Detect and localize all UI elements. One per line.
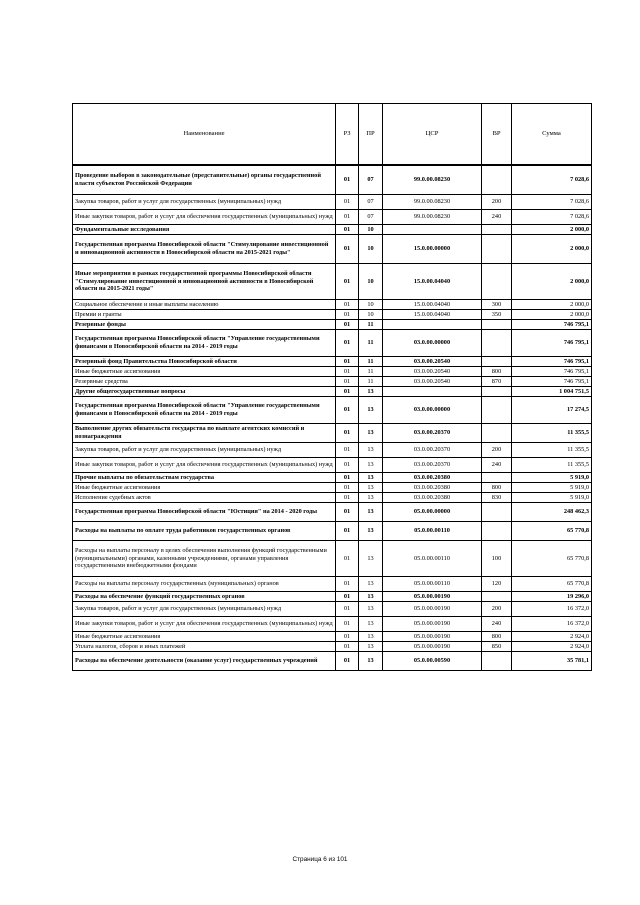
cell-csr: 03.0.00.20540 bbox=[383, 377, 482, 387]
cell-vr bbox=[482, 424, 512, 443]
table-row bbox=[73, 377, 592, 387]
cell-name: Премии и гранты bbox=[73, 310, 336, 320]
cell-pr: 13 bbox=[359, 617, 383, 632]
table-row bbox=[73, 357, 592, 367]
cell-pr: 10 bbox=[359, 300, 383, 310]
cell-vr: 100 bbox=[482, 541, 512, 577]
cell-sum: 7 028,6 bbox=[512, 195, 592, 210]
cell-sum: 17 274,5 bbox=[512, 397, 592, 424]
cell-pr: 10 bbox=[359, 235, 383, 264]
cell-rz: 01 bbox=[336, 225, 359, 235]
table-row bbox=[73, 473, 592, 483]
table-row bbox=[73, 235, 592, 264]
cell-csr: 15.0.00.04040 bbox=[383, 310, 482, 320]
cell-vr: 800 bbox=[482, 483, 512, 493]
cell-sum: 5 919,0 bbox=[512, 493, 592, 503]
cell-name: Иные бюджетные ассигнования bbox=[73, 632, 336, 642]
table-row bbox=[73, 577, 592, 592]
cell-csr: 05.0.00.00590 bbox=[383, 652, 482, 671]
cell-name: Другие общегосударственные вопросы bbox=[73, 387, 336, 397]
header-sum: Сумма bbox=[512, 104, 592, 165]
cell-name: Государственная программа Новосибирской области "Стимулирование инвестиционной и инновационной активности в Новосибирской области на 2015-2021 годы" bbox=[73, 235, 336, 264]
cell-vr: 200 bbox=[482, 602, 512, 617]
cell-sum: 7 028,6 bbox=[512, 210, 592, 225]
cell-sum: 746 795,1 bbox=[512, 320, 592, 330]
cell-name: Расходы на обеспечение деятельности (оказание услуг) государственных учреждений bbox=[73, 652, 336, 671]
table-row bbox=[73, 397, 592, 424]
cell-pr: 13 bbox=[359, 522, 383, 541]
cell-name: Резервный фонд Правительства Новосибирской области bbox=[73, 357, 336, 367]
cell-rz: 01 bbox=[336, 235, 359, 264]
cell-vr bbox=[482, 166, 512, 195]
cell-rz: 01 bbox=[336, 377, 359, 387]
cell-pr: 11 bbox=[359, 330, 383, 357]
cell-vr: 240 bbox=[482, 617, 512, 632]
cell-vr bbox=[482, 592, 512, 602]
cell-vr: 200 bbox=[482, 443, 512, 458]
cell-pr: 07 bbox=[359, 195, 383, 210]
table-row bbox=[73, 592, 592, 602]
cell-pr: 13 bbox=[359, 387, 383, 397]
cell-csr bbox=[383, 320, 482, 330]
cell-pr: 10 bbox=[359, 264, 383, 300]
cell-name: Закупка товаров, работ и услуг для государственных (муниципальных) нужд bbox=[73, 602, 336, 617]
cell-rz: 01 bbox=[336, 195, 359, 210]
cell-rz: 01 bbox=[336, 522, 359, 541]
cell-pr: 10 bbox=[359, 225, 383, 235]
cell-rz: 01 bbox=[336, 617, 359, 632]
cell-vr bbox=[482, 522, 512, 541]
cell-sum: 746 795,1 bbox=[512, 330, 592, 357]
cell-name: Расходы на выплаты персоналу государственных (муниципальных) органов bbox=[73, 577, 336, 592]
cell-sum: 746 795,1 bbox=[512, 367, 592, 377]
table-row bbox=[73, 225, 592, 235]
cell-rz: 01 bbox=[336, 541, 359, 577]
table-row bbox=[73, 387, 592, 397]
cell-csr: 03.0.00.20380 bbox=[383, 493, 482, 503]
table-row bbox=[73, 617, 592, 632]
cell-rz: 01 bbox=[336, 493, 359, 503]
cell-sum: 746 795,1 bbox=[512, 357, 592, 367]
cell-vr: 240 bbox=[482, 458, 512, 473]
cell-rz: 01 bbox=[336, 503, 359, 522]
cell-sum: 2 000,0 bbox=[512, 300, 592, 310]
cell-sum: 65 770,8 bbox=[512, 541, 592, 577]
cell-rz: 01 bbox=[336, 424, 359, 443]
cell-csr: 05.0.00.00190 bbox=[383, 632, 482, 642]
table-row bbox=[73, 330, 592, 357]
cell-csr: 03.0.00.20380 bbox=[383, 483, 482, 493]
table-row bbox=[73, 503, 592, 522]
cell-name: Уплата налогов, сборов и иных платежей bbox=[73, 642, 336, 652]
cell-vr: 350 bbox=[482, 310, 512, 320]
cell-sum: 65 770,8 bbox=[512, 577, 592, 592]
cell-sum: 1 004 751,5 bbox=[512, 387, 592, 397]
cell-vr: 800 bbox=[482, 367, 512, 377]
cell-pr: 13 bbox=[359, 541, 383, 577]
cell-rz: 01 bbox=[336, 397, 359, 424]
cell-csr: 05.0.00.00110 bbox=[383, 522, 482, 541]
table-row bbox=[73, 195, 592, 210]
cell-csr: 99.0.00.08230 bbox=[383, 210, 482, 225]
table-row bbox=[73, 443, 592, 458]
cell-pr: 11 bbox=[359, 367, 383, 377]
cell-rz: 01 bbox=[336, 592, 359, 602]
cell-name: Расходы на выплаты персоналу в целях обеспечения выполнения функций государственными (муниципальными) органами, казенными учреждениями, органами управления государственными внебюджетными фондами bbox=[73, 541, 336, 577]
cell-rz: 01 bbox=[336, 387, 359, 397]
cell-vr: 850 bbox=[482, 642, 512, 652]
header-csr: ЦСР bbox=[383, 104, 482, 165]
cell-sum: 2 000,0 bbox=[512, 264, 592, 300]
header-rz: РЗ bbox=[336, 104, 359, 165]
cell-sum: 7 028,6 bbox=[512, 166, 592, 195]
cell-name: Расходы на выплаты по оплате труда работников государственных органов bbox=[73, 522, 336, 541]
cell-csr: 03.0.00.00000 bbox=[383, 330, 482, 357]
cell-pr: 13 bbox=[359, 493, 383, 503]
table-row bbox=[73, 300, 592, 310]
cell-vr: 120 bbox=[482, 577, 512, 592]
cell-csr: 05.0.00.00190 bbox=[383, 617, 482, 632]
cell-sum: 2 000,0 bbox=[512, 310, 592, 320]
cell-csr: 03.0.00.20540 bbox=[383, 357, 482, 367]
cell-sum: 19 296,0 bbox=[512, 592, 592, 602]
cell-sum: 5 919,0 bbox=[512, 483, 592, 493]
cell-vr bbox=[482, 320, 512, 330]
cell-csr: 03.0.00.00000 bbox=[383, 397, 482, 424]
table-header-row bbox=[73, 104, 592, 165]
table-row bbox=[73, 310, 592, 320]
table-row bbox=[73, 264, 592, 300]
cell-pr: 13 bbox=[359, 652, 383, 671]
header-vr: ВР bbox=[482, 104, 512, 165]
cell-name: Резервные фонды bbox=[73, 320, 336, 330]
cell-csr bbox=[383, 225, 482, 235]
cell-vr bbox=[482, 264, 512, 300]
table-row bbox=[73, 424, 592, 443]
cell-pr: 10 bbox=[359, 310, 383, 320]
cell-rz: 01 bbox=[336, 602, 359, 617]
cell-pr: 11 bbox=[359, 320, 383, 330]
table-row bbox=[73, 632, 592, 642]
table-row bbox=[73, 642, 592, 652]
cell-sum: 11 355,5 bbox=[512, 458, 592, 473]
cell-vr: 870 bbox=[482, 377, 512, 387]
cell-sum: 248 462,3 bbox=[512, 503, 592, 522]
cell-csr: 15.0.00.04040 bbox=[383, 264, 482, 300]
cell-csr: 99.0.00.08230 bbox=[383, 195, 482, 210]
cell-sum: 2 000,0 bbox=[512, 235, 592, 264]
cell-pr: 13 bbox=[359, 397, 383, 424]
table-row bbox=[73, 493, 592, 503]
cell-name: Резервные средства bbox=[73, 377, 336, 387]
table-row bbox=[73, 458, 592, 473]
cell-pr: 07 bbox=[359, 166, 383, 195]
cell-vr: 800 bbox=[482, 632, 512, 642]
cell-rz: 01 bbox=[336, 367, 359, 377]
cell-rz: 01 bbox=[336, 443, 359, 458]
cell-rz: 01 bbox=[336, 642, 359, 652]
cell-sum: 5 919,0 bbox=[512, 473, 592, 483]
cell-rz: 01 bbox=[336, 483, 359, 493]
cell-csr: 15.0.00.00000 bbox=[383, 235, 482, 264]
table-row bbox=[73, 522, 592, 541]
cell-name: Закупка товаров, работ и услуг для государственных (муниципальных) нужд bbox=[73, 443, 336, 458]
cell-sum: 2 924,0 bbox=[512, 632, 592, 642]
cell-sum: 11 355,5 bbox=[512, 443, 592, 458]
table-row bbox=[73, 166, 592, 195]
header-name: Наименование bbox=[73, 104, 336, 165]
cell-sum: 65 770,8 bbox=[512, 522, 592, 541]
cell-name: Прочие выплаты по обязательствам государства bbox=[73, 473, 336, 483]
budget-table-body bbox=[73, 104, 592, 671]
cell-vr bbox=[482, 235, 512, 264]
cell-rz: 01 bbox=[336, 166, 359, 195]
cell-name: Государственная программа Новосибирской области "Управление государственными финансами в Новосибирской области на 2014 - 2019 годы bbox=[73, 330, 336, 357]
cell-pr: 13 bbox=[359, 592, 383, 602]
cell-rz: 01 bbox=[336, 473, 359, 483]
cell-pr: 07 bbox=[359, 210, 383, 225]
cell-vr bbox=[482, 397, 512, 424]
cell-csr: 03.0.00.20370 bbox=[383, 443, 482, 458]
cell-sum: 11 355,5 bbox=[512, 424, 592, 443]
cell-rz: 01 bbox=[336, 632, 359, 642]
cell-name: Иные закупки товаров, работ и услуг для обеспечения государственных (муниципальных) нужд bbox=[73, 210, 336, 225]
cell-vr: 200 bbox=[482, 195, 512, 210]
cell-csr: 03.0.00.20370 bbox=[383, 458, 482, 473]
table-row bbox=[73, 367, 592, 377]
table-row bbox=[73, 483, 592, 493]
cell-csr: 05.0.00.00000 bbox=[383, 503, 482, 522]
cell-pr: 13 bbox=[359, 642, 383, 652]
cell-pr: 13 bbox=[359, 503, 383, 522]
table-row bbox=[73, 602, 592, 617]
cell-csr: 05.0.00.00190 bbox=[383, 592, 482, 602]
cell-vr bbox=[482, 473, 512, 483]
cell-vr: 830 bbox=[482, 493, 512, 503]
cell-name: Иные бюджетные ассигнования bbox=[73, 483, 336, 493]
cell-pr: 13 bbox=[359, 577, 383, 592]
cell-vr bbox=[482, 503, 512, 522]
cell-name: Закупка товаров, работ и услуг для государственных (муниципальных) нужд bbox=[73, 195, 336, 210]
cell-csr: 05.0.00.00190 bbox=[383, 602, 482, 617]
cell-name: Фундаментальные исследования bbox=[73, 225, 336, 235]
cell-vr: 300 bbox=[482, 300, 512, 310]
cell-csr: 03.0.00.20370 bbox=[383, 424, 482, 443]
cell-rz: 01 bbox=[336, 210, 359, 225]
cell-pr: 13 bbox=[359, 632, 383, 642]
header-pr: ПР bbox=[359, 104, 383, 165]
cell-rz: 01 bbox=[336, 300, 359, 310]
cell-name: Иные мероприятия в рамках государственной программы Новосибирской области "Стимулирование инвестиционной и инновационной активности в Новосибирской области на 2015-2021 годы" bbox=[73, 264, 336, 300]
cell-sum: 2 000,0 bbox=[512, 225, 592, 235]
cell-csr: 05.0.00.00110 bbox=[383, 541, 482, 577]
cell-name: Выполнение других обязательств государства по выплате агентских комиссий и вознаграждения bbox=[73, 424, 336, 443]
cell-name: Государственная программа Новосибирской области "Управление государственными финансами в Новосибирской области на 2014 - 2019 годы bbox=[73, 397, 336, 424]
cell-sum: 16 372,0 bbox=[512, 617, 592, 632]
cell-csr: 15.0.00.04040 bbox=[383, 300, 482, 310]
cell-csr: 99.0.00.08230 bbox=[383, 166, 482, 195]
cell-pr: 13 bbox=[359, 443, 383, 458]
cell-sum: 2 924,0 bbox=[512, 642, 592, 652]
cell-pr: 13 bbox=[359, 424, 383, 443]
cell-csr bbox=[383, 387, 482, 397]
page-footer: Страница 6 из 101 bbox=[292, 856, 348, 863]
cell-vr: 240 bbox=[482, 210, 512, 225]
cell-rz: 01 bbox=[336, 310, 359, 320]
cell-pr: 13 bbox=[359, 458, 383, 473]
cell-rz: 01 bbox=[336, 357, 359, 367]
cell-sum: 35 781,1 bbox=[512, 652, 592, 671]
cell-sum: 746 795,1 bbox=[512, 377, 592, 387]
cell-vr bbox=[482, 330, 512, 357]
cell-rz: 01 bbox=[336, 320, 359, 330]
table-row bbox=[73, 541, 592, 577]
cell-name: Иные закупки товаров, работ и услуг для обеспечения государственных (муниципальных) нужд bbox=[73, 617, 336, 632]
cell-vr bbox=[482, 357, 512, 367]
cell-pr: 13 bbox=[359, 473, 383, 483]
cell-name: Расходы на обеспечение функций государственных органов bbox=[73, 592, 336, 602]
cell-name: Социальное обеспечение и иные выплаты населению bbox=[73, 300, 336, 310]
cell-csr: 05.0.00.00190 bbox=[383, 642, 482, 652]
cell-pr: 13 bbox=[359, 602, 383, 617]
budget-table bbox=[72, 103, 592, 671]
cell-vr bbox=[482, 225, 512, 235]
cell-csr: 05.0.00.00110 bbox=[383, 577, 482, 592]
cell-csr: 03.0.00.20380 bbox=[383, 473, 482, 483]
cell-rz: 01 bbox=[336, 577, 359, 592]
table-row bbox=[73, 320, 592, 330]
cell-name: Проведение выборов в законодательные (представительные) органы государственной власти субъектов Российской Федерации bbox=[73, 166, 336, 195]
table-row bbox=[73, 652, 592, 671]
cell-rz: 01 bbox=[336, 264, 359, 300]
cell-pr: 11 bbox=[359, 377, 383, 387]
cell-vr bbox=[482, 387, 512, 397]
cell-name: Иные бюджетные ассигнования bbox=[73, 367, 336, 377]
cell-name: Иные закупки товаров, работ и услуг для обеспечения государственных (муниципальных) нужд bbox=[73, 458, 336, 473]
cell-name: Государственная программа Новосибирской области "Юстиция" на 2014 - 2020 годы bbox=[73, 503, 336, 522]
cell-name: Исполнение судебных актов bbox=[73, 493, 336, 503]
cell-pr: 13 bbox=[359, 483, 383, 493]
cell-vr bbox=[482, 652, 512, 671]
table-row bbox=[73, 210, 592, 225]
cell-rz: 01 bbox=[336, 330, 359, 357]
cell-csr: 03.0.00.20540 bbox=[383, 367, 482, 377]
cell-pr: 11 bbox=[359, 357, 383, 367]
cell-rz: 01 bbox=[336, 458, 359, 473]
cell-sum: 16 372,0 bbox=[512, 602, 592, 617]
cell-rz: 01 bbox=[336, 652, 359, 671]
